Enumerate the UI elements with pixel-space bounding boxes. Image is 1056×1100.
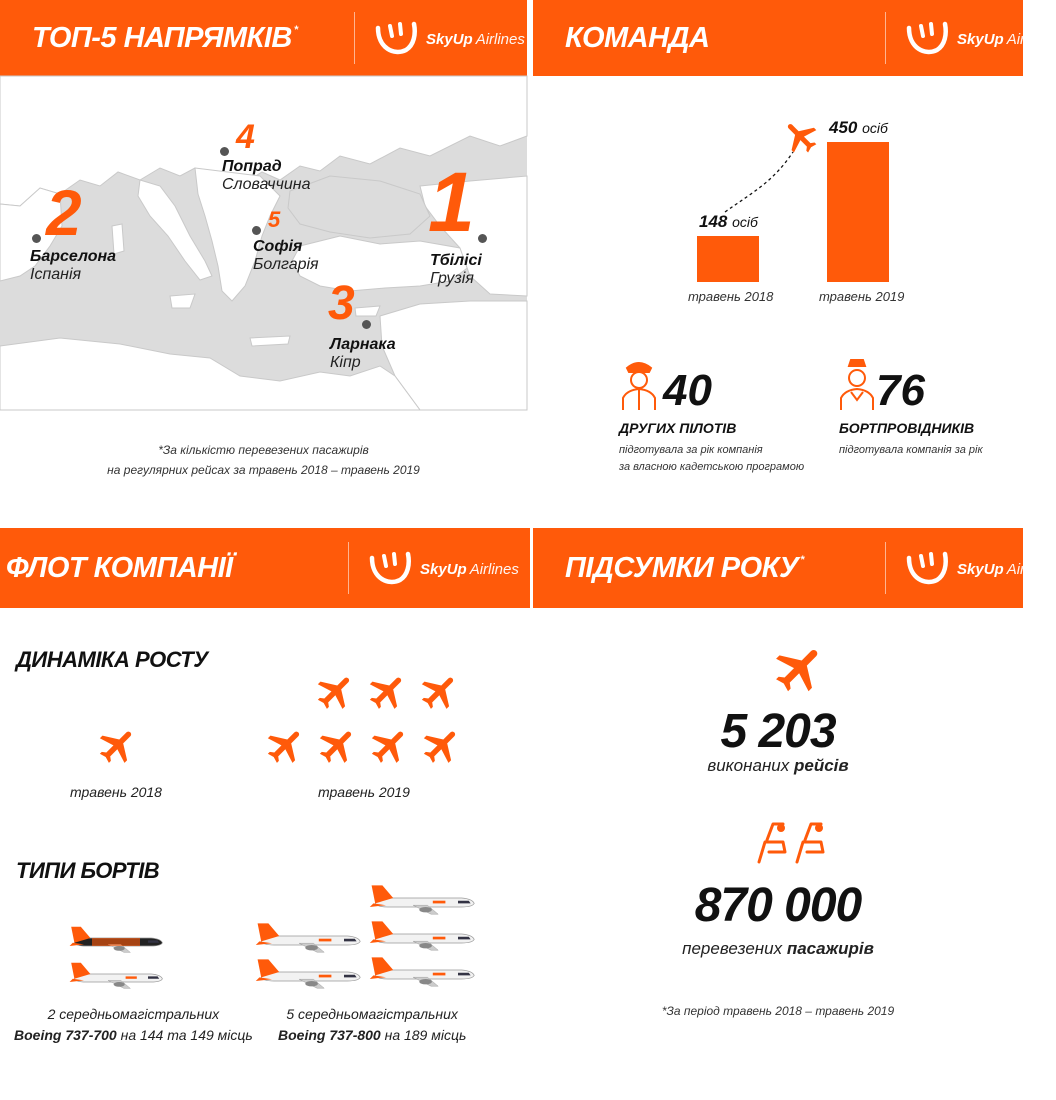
- destinations-map: [0, 76, 527, 410]
- attendants-sub: підготувала компанія за рік: [839, 444, 983, 456]
- tbilisi-marker: [478, 234, 487, 243]
- pilots-label: ДРУГИХ ПІЛОТІВ: [619, 420, 737, 436]
- banner-divider: [354, 12, 355, 64]
- brand-name: SkyUp: [420, 560, 467, 578]
- top-destinations-banner: [0, 0, 527, 76]
- bar-value-2018: 148 осіб: [699, 212, 758, 231]
- aircraft-image: [254, 954, 362, 990]
- larnaca-marker: [362, 320, 371, 329]
- brand-suffix: Airlines: [1006, 30, 1056, 48]
- smile-logo-icon: [366, 548, 414, 590]
- growth-caption-2018: травень 2018: [70, 784, 162, 800]
- brand-name: SkyUp: [957, 30, 1004, 48]
- brand-name: SkyUp: [957, 560, 1004, 578]
- skyup-logo: [366, 548, 519, 590]
- rank-4: 4: [236, 118, 255, 156]
- rank-5: 5: [268, 207, 281, 232]
- airplane-icon: [264, 724, 308, 768]
- destination-poprad: [222, 158, 310, 193]
- top-destinations-title: ТОП-5 НАПРЯМКІВ *: [32, 22, 298, 54]
- airplane-icon: [368, 724, 412, 768]
- country-name: Кіпр: [330, 353, 361, 371]
- banner-divider: [885, 542, 886, 594]
- brand-suffix: Airlines: [1006, 560, 1056, 578]
- types-title: ТИПИ БОРТІВ: [16, 858, 160, 883]
- airplane-icon: [781, 116, 821, 156]
- rank-3: 3: [328, 277, 355, 330]
- country-name: Грузія: [430, 269, 474, 287]
- airplane-icon: [314, 670, 358, 714]
- country-name: Іспанія: [30, 265, 82, 283]
- destination-barcelona: [30, 248, 116, 283]
- top-destinations-footnote: *За кількістю перевезених пасажирів на регулярних рейсах за травень 2018 – травень 2019: [107, 443, 420, 477]
- passengers-label: перевезених пасажирів: [682, 939, 874, 958]
- city-name: Барселона: [30, 248, 117, 265]
- bar-may-2019: [827, 142, 889, 282]
- bar-value-2019: 450 осіб: [829, 118, 888, 137]
- brand-suffix: Airlines: [475, 30, 525, 48]
- smile-logo-icon: [372, 18, 420, 60]
- banner-divider: [885, 12, 886, 64]
- city-name: Ларнака: [330, 336, 396, 353]
- aircraft-image: [68, 922, 164, 954]
- city-name: Тбілісі: [430, 252, 482, 269]
- attendants-label: БОРТПРОВІДНИКІВ: [839, 420, 975, 436]
- smile-logo-icon: [903, 548, 951, 590]
- aircraft-image: [254, 918, 362, 954]
- aircraft-image: [368, 916, 476, 952]
- top-destinations-panel: [0, 0, 527, 520]
- destination-sofia: [253, 238, 319, 273]
- flights-number: 5 203: [720, 705, 836, 758]
- airplane-icon: [366, 670, 410, 714]
- brand-suffix: Airlines: [469, 560, 519, 578]
- type-737-700-caption: 2 середньомагістральних Boeing 737-700 на 144 та 149 місць: [14, 1006, 253, 1043]
- airplane-icon: [96, 724, 140, 768]
- summary-panel: [533, 528, 1056, 1100]
- passengers-number: 870 000: [694, 879, 862, 932]
- skyup-logo: [903, 548, 1056, 590]
- destination-larnaca: [330, 336, 396, 371]
- flight-attendant-icon: [837, 356, 877, 412]
- airplane-icon: [771, 640, 829, 698]
- aircraft-image: [368, 880, 476, 916]
- type-737-800-caption: 5 середньомагістральних Boeing 737-800 на 189 місць: [278, 1006, 467, 1043]
- bar-caption-2018: травень 2018: [688, 289, 774, 304]
- sofia-marker: [252, 226, 261, 235]
- fleet-title: ФЛОТ КОМПАНІЇ: [6, 552, 233, 584]
- summary-banner: [533, 528, 1056, 608]
- team-banner: [533, 0, 1056, 76]
- country-name: Болгарія: [253, 255, 319, 273]
- fleet-banner: [0, 528, 530, 608]
- skyup-logo: [372, 18, 525, 60]
- airplane-icon: [316, 724, 360, 768]
- airplane-icon: [418, 670, 462, 714]
- passenger-seats-icon: [753, 820, 833, 870]
- smile-logo-icon: [903, 18, 951, 60]
- rank-1: 1: [428, 155, 475, 249]
- country-name: Словаччина: [222, 175, 311, 193]
- flights-label: виконаних рейсів: [707, 756, 849, 775]
- aircraft-image: [368, 952, 476, 988]
- summary-title: ПІДСУМКИ РОКУ *: [565, 552, 804, 584]
- banner-divider: [348, 542, 349, 594]
- city-name: Софія: [253, 238, 303, 255]
- bar-caption-2019: травень 2019: [819, 289, 905, 304]
- pilots-number: 40: [663, 366, 712, 415]
- growth-caption-2019: травень 2019: [318, 784, 410, 800]
- team-title: КОМАНДА: [565, 22, 710, 54]
- growth-title: ДИНАМІКА РОСТУ: [16, 647, 208, 672]
- barcelona-marker: [32, 234, 41, 243]
- airplane-icon: [420, 724, 464, 768]
- skyup-logo: [903, 18, 1056, 60]
- poprad-marker: [220, 147, 229, 156]
- summary-footnote: *За період травень 2018 – травень 2019: [661, 1004, 895, 1018]
- bar-may-2018: [697, 236, 759, 282]
- rank-2: 2: [46, 177, 82, 249]
- attendants-number: 76: [876, 366, 925, 415]
- destination-tbilisi: [430, 252, 482, 287]
- team-panel: [533, 0, 1056, 520]
- fleet-panel: [0, 528, 530, 1100]
- pilot-icon: [619, 356, 659, 412]
- city-name: Попрад: [222, 158, 282, 175]
- brand-name: SkyUp: [426, 30, 473, 48]
- aircraft-image: [68, 958, 164, 990]
- pilots-sub: підготувала за рік компанія за власною кадетською програмою: [619, 444, 805, 474]
